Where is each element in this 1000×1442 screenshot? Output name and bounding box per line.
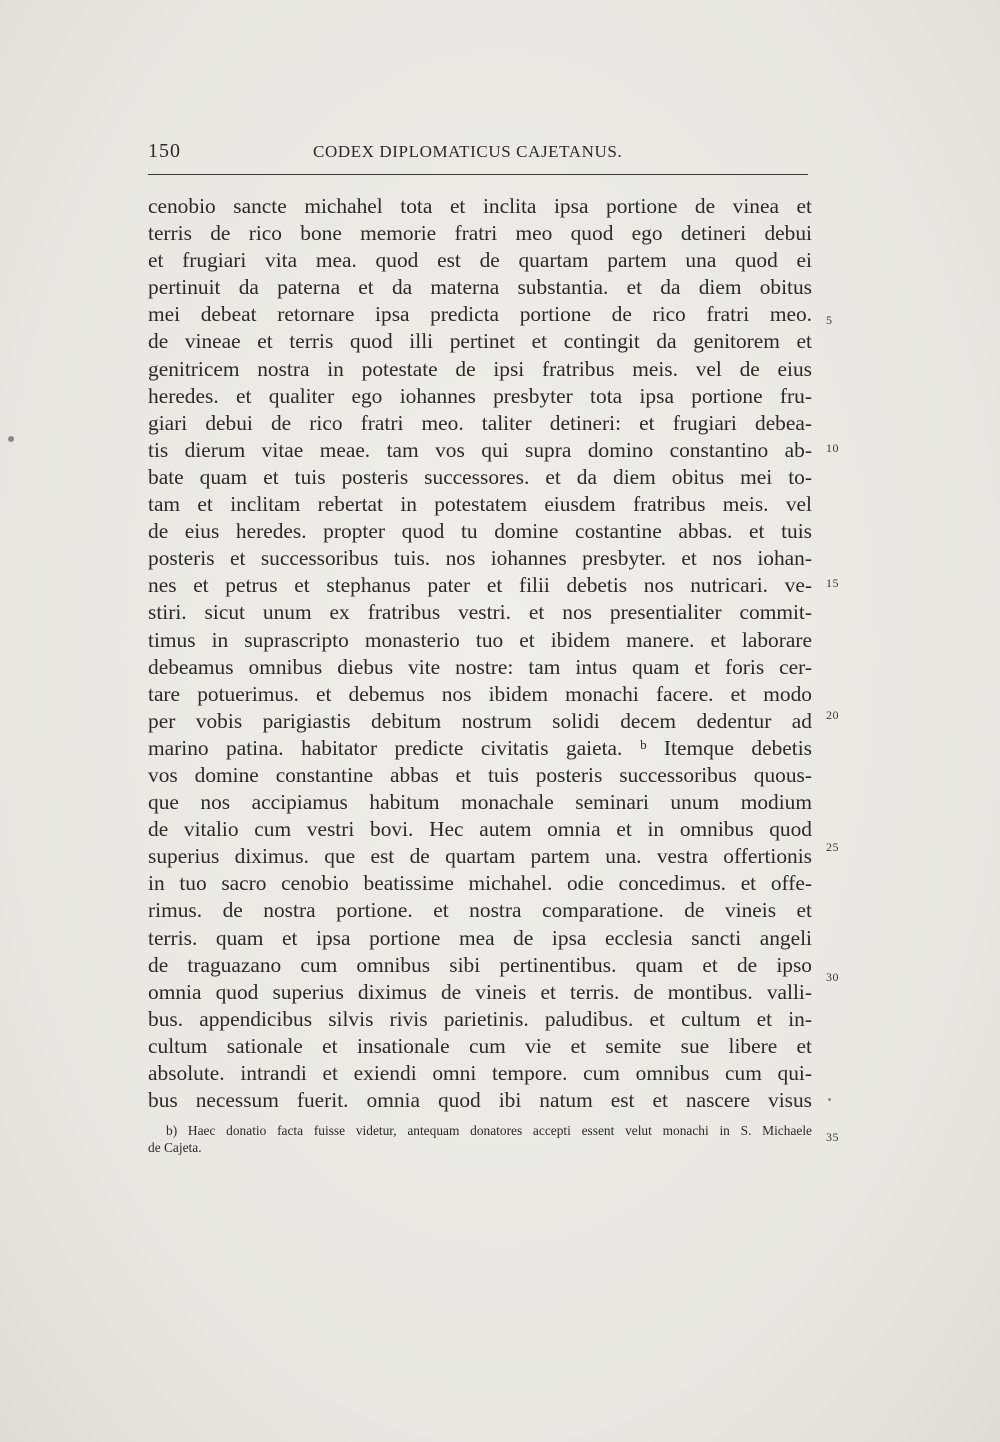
body-text	[148, 193, 812, 1114]
page-number: 150	[148, 140, 181, 162]
text-line: que nos accipiamus habitum monachale seminari unum modium	[148, 790, 812, 815]
paper-speck	[8, 436, 14, 442]
footnote	[148, 1122, 812, 1156]
text-line: de vineae et terris quod illi pertinet et contingit da genitorem et	[148, 329, 812, 354]
text-line: timus in suprascripto monasterio tuo et ibidem manere. et laborare	[148, 627, 812, 652]
text-line: bate quam et tuis posteris successores. et da diem obitus mei to-	[148, 464, 812, 489]
text-line: et frugiari vita mea. quod est de quartam partem una quod ei	[148, 248, 812, 273]
text-line: omnia quod superius diximus de vineis et terris. de montibus. valli-	[148, 979, 812, 1004]
text-line: cultum sationale et insationale cum vie et semite sue libere et	[148, 1033, 812, 1058]
text-line: tare potuerimus. et debemus nos ibidem monachi facere. et modo	[148, 681, 812, 706]
text-line: giari debui de rico fratri meo. taliter detineri: et frugiari debea-	[148, 410, 812, 435]
text-line: per vobis parigiastis debitum nostrum solidi decem dedentur ad	[148, 708, 812, 733]
text-line: cenobio sancte michahel tota et inclita ipsa portione de vinea et	[148, 194, 812, 218]
margin-line-number: 10	[826, 441, 839, 455]
text-line: de vitalio cum vestri bovi. Hec autem omnia et in omnibus quod	[148, 817, 812, 842]
text-line: mei debeat retornare ipsa predicta portione de rico fratri meo.	[148, 302, 812, 327]
text-line: absolute. intrandi et exiendi omni tempore. cum omnibus cum qui-	[148, 1061, 812, 1085]
margin-line-number: 35	[826, 1130, 839, 1144]
text-line: de eius heredes. propter quod tu domine costantine abbas. et tuis	[148, 519, 812, 544]
text-line: marino patina. habitator predicte civitatis gaieta. ᵇ Itemque debetis	[148, 735, 812, 760]
text-line: superius diximus. que est de quartam partem una. vestra offertionis	[148, 844, 812, 869]
running-title: CODEX DIPLOMATICUS CAJETANUS.	[313, 142, 623, 161]
text-line: terris de rico bone memorie fratri meo quod ego detineri debui	[148, 221, 812, 246]
text-line: heredes. et qualiter ego iohannes presbyter tota ipsa portione fru-	[148, 383, 812, 408]
text-line: rimus. de nostra portione. et nostra comparatione. de vineis et	[148, 898, 812, 923]
margin-line-number: 15	[826, 576, 839, 590]
text-line: genitricem nostra in potestate de ipsi fratribus meis. vel de eius	[148, 356, 812, 381]
footnote-line: de Cajeta.	[148, 1140, 202, 1155]
margin-line-number: 5	[826, 313, 833, 327]
running-head	[148, 140, 808, 170]
paper-speck	[828, 1098, 831, 1101]
margin-line-number: 20	[826, 708, 839, 722]
footnote-line: b) Haec donatio facta fuisse videtur, antequam donatores accepti essent velut monachi in S. Michaele	[166, 1123, 812, 1138]
text-line: stiri. sicut unum ex fratribus vestri. et nos presentialiter commit-	[148, 600, 812, 625]
text-line: tis dierum vitae meae. tam vos qui supra domino constantino ab-	[148, 437, 812, 462]
text-line: debeamus omnibus diebus vite nostre: tam intus quam et foris cer-	[148, 654, 812, 679]
header-rule	[148, 174, 808, 175]
text-line: posteris et successoribus tuis. nos iohannes presbyter. et nos iohan-	[148, 546, 812, 571]
text-line: terris. quam et ipsa portione mea de ipsa ecclesia sancti angeli	[148, 925, 812, 950]
text-line: in tuo sacro cenobio beatissime michahel. odie concedimus. et offe-	[148, 871, 812, 896]
margin-line-number: 30	[826, 970, 839, 984]
text-line: vos domine constantine abbas et tuis posteris successoribus quous-	[148, 762, 812, 787]
text-line: tam et inclitam rebertat in potestatem eiusdem fratribus meis. vel	[148, 492, 812, 517]
text-line: bus necessum fuerit. omnia quod ibi natum est et nascere visus	[148, 1088, 812, 1113]
margin-line-number: 25	[826, 840, 839, 854]
text-line: bus. appendicibus silvis rivis parietinis. paludibus. et cultum et in-	[148, 1006, 812, 1031]
text-line: pertinuit da paterna et da materna substantia. et da diem obitus	[148, 275, 812, 300]
text-line: de traguazano cum omnibus sibi pertinentibus. quam et de ipso	[148, 952, 812, 977]
text-line: nes et petrus et stephanus pater et filii debetis nos nutricari. ve-	[148, 573, 812, 598]
